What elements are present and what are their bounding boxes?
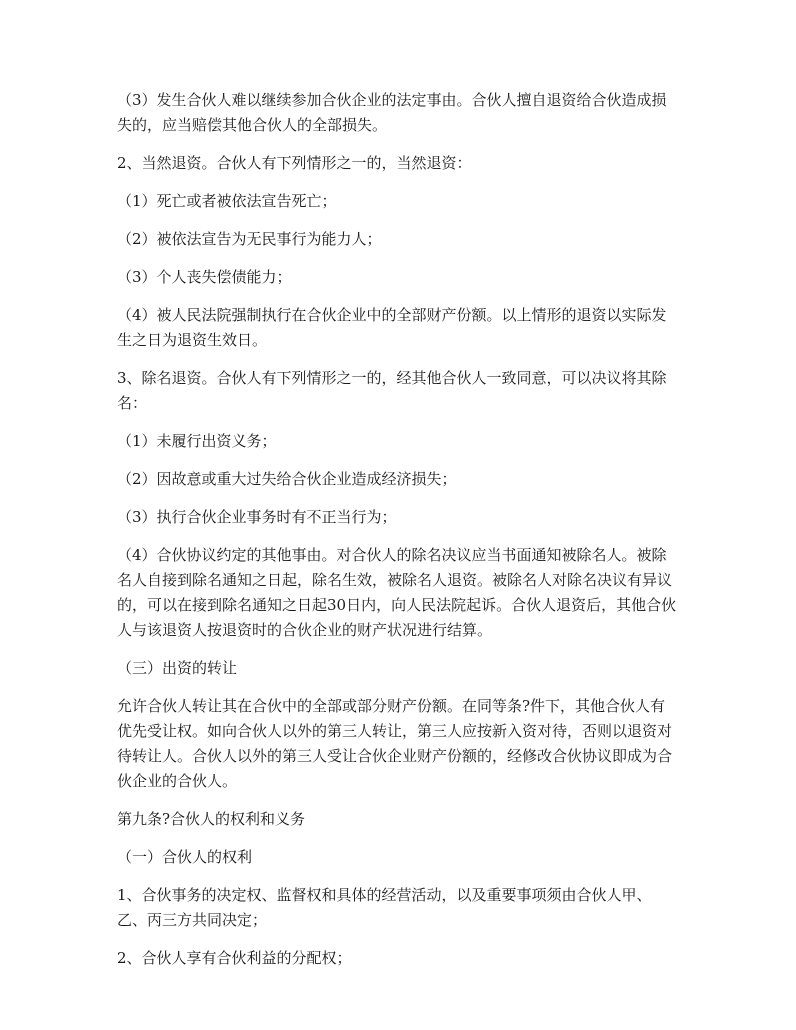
article-heading-9: 第九条?合伙人的权利和义务 xyxy=(117,810,306,828)
section-heading-capital-transfer: （三）出资的转让 xyxy=(117,659,238,677)
paragraph-automatic-item-2: （2）被依法宣告为无民事行为能力人； xyxy=(117,230,382,248)
paragraph-expulsion-withdrawal: 3、除名退资。合伙人有下列情形之一的，经其他合伙人一致同意，可以决议将其除名： xyxy=(117,369,667,412)
paragraph-expulsion-item-2: （2）因故意或重大过失给合伙企业造成经济损失； xyxy=(117,470,457,488)
paragraph-automatic-item-3: （3）个人丧失偿债能力； xyxy=(117,268,292,286)
paragraph-expulsion-item-3: （3）执行合伙企业事务时有不正当行为； xyxy=(117,508,397,526)
paragraph-automatic-withdrawal: 2、当然退资。合伙人有下列情形之一的，当然退资： xyxy=(117,154,472,172)
paragraph-rights-item-1: 1、合伙事务的决定权、监督权和具体的经营活动，以及重要事项须由合伙人甲、乙、丙三方共同决定； xyxy=(117,886,652,929)
paragraph-capital-transfer: 允许合伙人转让其在合伙中的全部或部分财产份额。在同等条?件下，其他合伙人有优先受让权。如向合伙人以外的第三人转让，第三人应按新入资对待，否则以退资对待转让人。合伙人以外的第三人受让合伙企业财产份额的，经修改合伙协议即成为合伙企业的合伙人。 xyxy=(117,697,673,790)
document-body xyxy=(117,88,679,984)
paragraph-expulsion-item-4: （4）合伙协议约定的其他事由。对合伙人的除名决议应当书面通知被除名人。被除名人自接到除名通知之日起，除名生效，被除名人退资。被除名人对除名决议有异议的，可以在接到除名通知之日起30日内，向人民法院起诉。合伙人退资后，其他合伙人与该退资人按退资时的合伙企业的财产状况进行结算。 xyxy=(117,546,677,639)
section-heading-partner-rights: （一）合伙人的权利 xyxy=(117,848,253,866)
paragraph-automatic-item-4: （4）被人民法院强制执行在合伙企业中的全部财产份额。以上情形的退资以实际发生之日为退资生效日。 xyxy=(117,306,667,349)
paragraph-automatic-item-1: （1）死亡或者被依法宣告死亡； xyxy=(117,192,337,210)
paragraph-expulsion-item-1: （1）未履行出资义务； xyxy=(117,432,277,450)
paragraph-withdrawal-item-3: （3）发生合伙人难以继续参加合伙企业的法定事由。合伙人擅自退资给合伙造成损失的，应当赔偿其他合伙人的全部损失。 xyxy=(117,91,667,134)
paragraph-rights-item-2: 2、合伙人享有合伙利益的分配权； xyxy=(117,949,352,967)
